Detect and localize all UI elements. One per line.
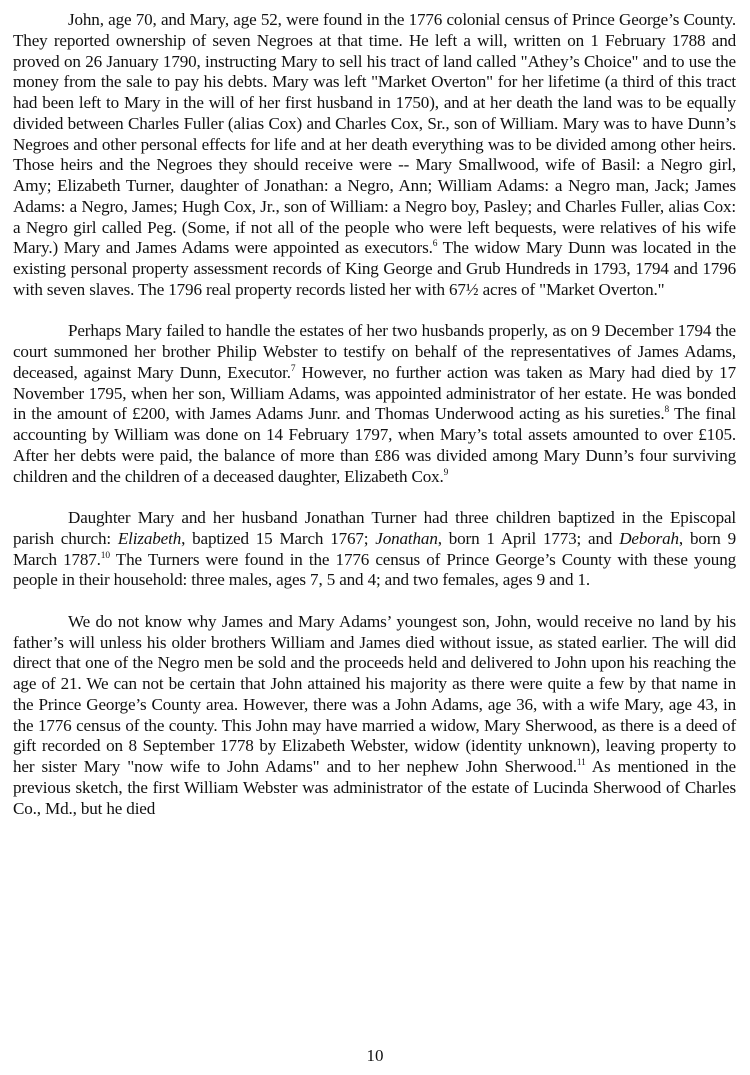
text-run: As mentioned in the previous sketch, the first William Webster was administrator of the estate of Lucinda Sherwood of Charles Co., Md., but he died	[13, 757, 736, 818]
text-run: John, age 70, and Mary, age 52, were found in the 1776 colonial census of Prince George’s County. They reported ownership of seven Negroes at that time. He left a will, written on 1 February 1788 and proved on 26 January 1790, instructing Mary to sell his tract of land called "Athey’s Choice" and to use the money from the sale to pay his debts. Mary was left "Market Overton" for her lifetime (a third of this tract had been left to Mary in the will of her first husband in 1750), and at her death the land was to be equally divided between Charles Fuller (alias Cox) and Charles Cox, Sr., son of William. Mary was to have Dunn’s Negroes and other personal effects for life and at her death everything was to be divided among other heirs. Those heirs and the Negroes they should receive were -- Mary Smallwood, wife of Basil: a Negro girl, Amy; Elizabeth Turner, daughter of Jonathan: a Negro, Ann; William Adams: a Negro man, Jack; James Adams: a Negro, James; Hugh Cox, Jr., son of William: a Negro boy, Pasley; and Charles Fuller, alias Cox: a Negro girl called Peg. (Some, if not all of the people who were left bequests, were relatives of his wife Mary.) Mary and James Adams were appointed as executors.	[13, 10, 736, 258]
italic-name: Deborah	[619, 528, 679, 548]
text-run: , baptized 15 March 1767;	[181, 528, 376, 548]
body-text	[13, 10, 736, 819]
paragraph	[13, 321, 736, 487]
text-run: , born 9 March 1787.	[13, 528, 736, 569]
footnote-ref: 6	[432, 239, 438, 250]
paragraph	[13, 508, 736, 591]
footnote-ref: 7	[290, 363, 296, 374]
text-run: The widow Mary Dunn was located in the existing personal property assessment records of King George and Grub Hundreds in 1793, 1794 and 1796 with seven slaves. The 1796 real property records listed her with 67½ acres of "Market Overton."	[13, 238, 737, 299]
footnote-ref: 11	[576, 757, 586, 768]
footnote-ref: 9	[443, 467, 449, 478]
text-run: Daughter Mary and her husband Jonathan Turner had three children baptized in the Episcopal parish church:	[13, 508, 736, 548]
paragraph	[13, 10, 736, 301]
text-run: The Turners were found in the 1776 census of Prince George’s County with these young people in their household: three males, ages 7, 5 and 4; and two females, ages 9 and 1.	[13, 549, 736, 590]
paragraph	[13, 612, 736, 820]
page-number: 10	[366, 1046, 384, 1065]
text-run: The final accounting by William was done on 14 February 1797, when Mary’s total assets amounted to over £105. After her debts were paid, the balance of more than £86 was divided among Mary Dunn’s four surviving children and the children of a deceased daughter, Elizabeth Cox.	[13, 404, 736, 486]
text-run: However, no further action was taken as Mary had died by 17 November 1795, when her son, William Adams, was appointed administrator of her estate. He was bonded in the amount of £200, with James Adams Junr. and Thomas Underwood acting as his sureties.	[13, 362, 736, 424]
italic-name: Jonathan	[375, 528, 438, 548]
text-run: Perhaps Mary failed to handle the estates of her two husbands properly, as on 9 December 1794 the court summoned her brother Philip Webster to testify on behalf of the representatives of James Adams, deceased, against Mary Dunn, Executor.	[13, 321, 736, 382]
text-run: , born 1 April 1773; and	[437, 528, 620, 548]
footnote-ref: 10	[100, 550, 110, 561]
text-run: We do not know why James and Mary Adams’ youngest son, John, would receive no land by his father’s will unless his older brothers William and James died without issue, as stated earlier. The will did direct that one of the Negro men be sold and the proceeds held and delivered to John upon his reaching the age of 21. We can not be certain that John attained his majority as there were quite a few by that name in the Prince George’s County area. However, there was a John Adams, age 36, with a wife Mary, age 43, in the 1776 census of the county. This John may have married a widow, Mary Sherwood, as there is a deed of gift recorded on 8 September 1778 by Elizabeth Webster, widow (identity unknown), leaving property to her sister Mary "now wife to John Adams" and to her nephew John Sherwood.	[13, 611, 736, 776]
italic-name: Elizabeth	[117, 528, 182, 548]
footnote-ref: 8	[664, 405, 669, 416]
